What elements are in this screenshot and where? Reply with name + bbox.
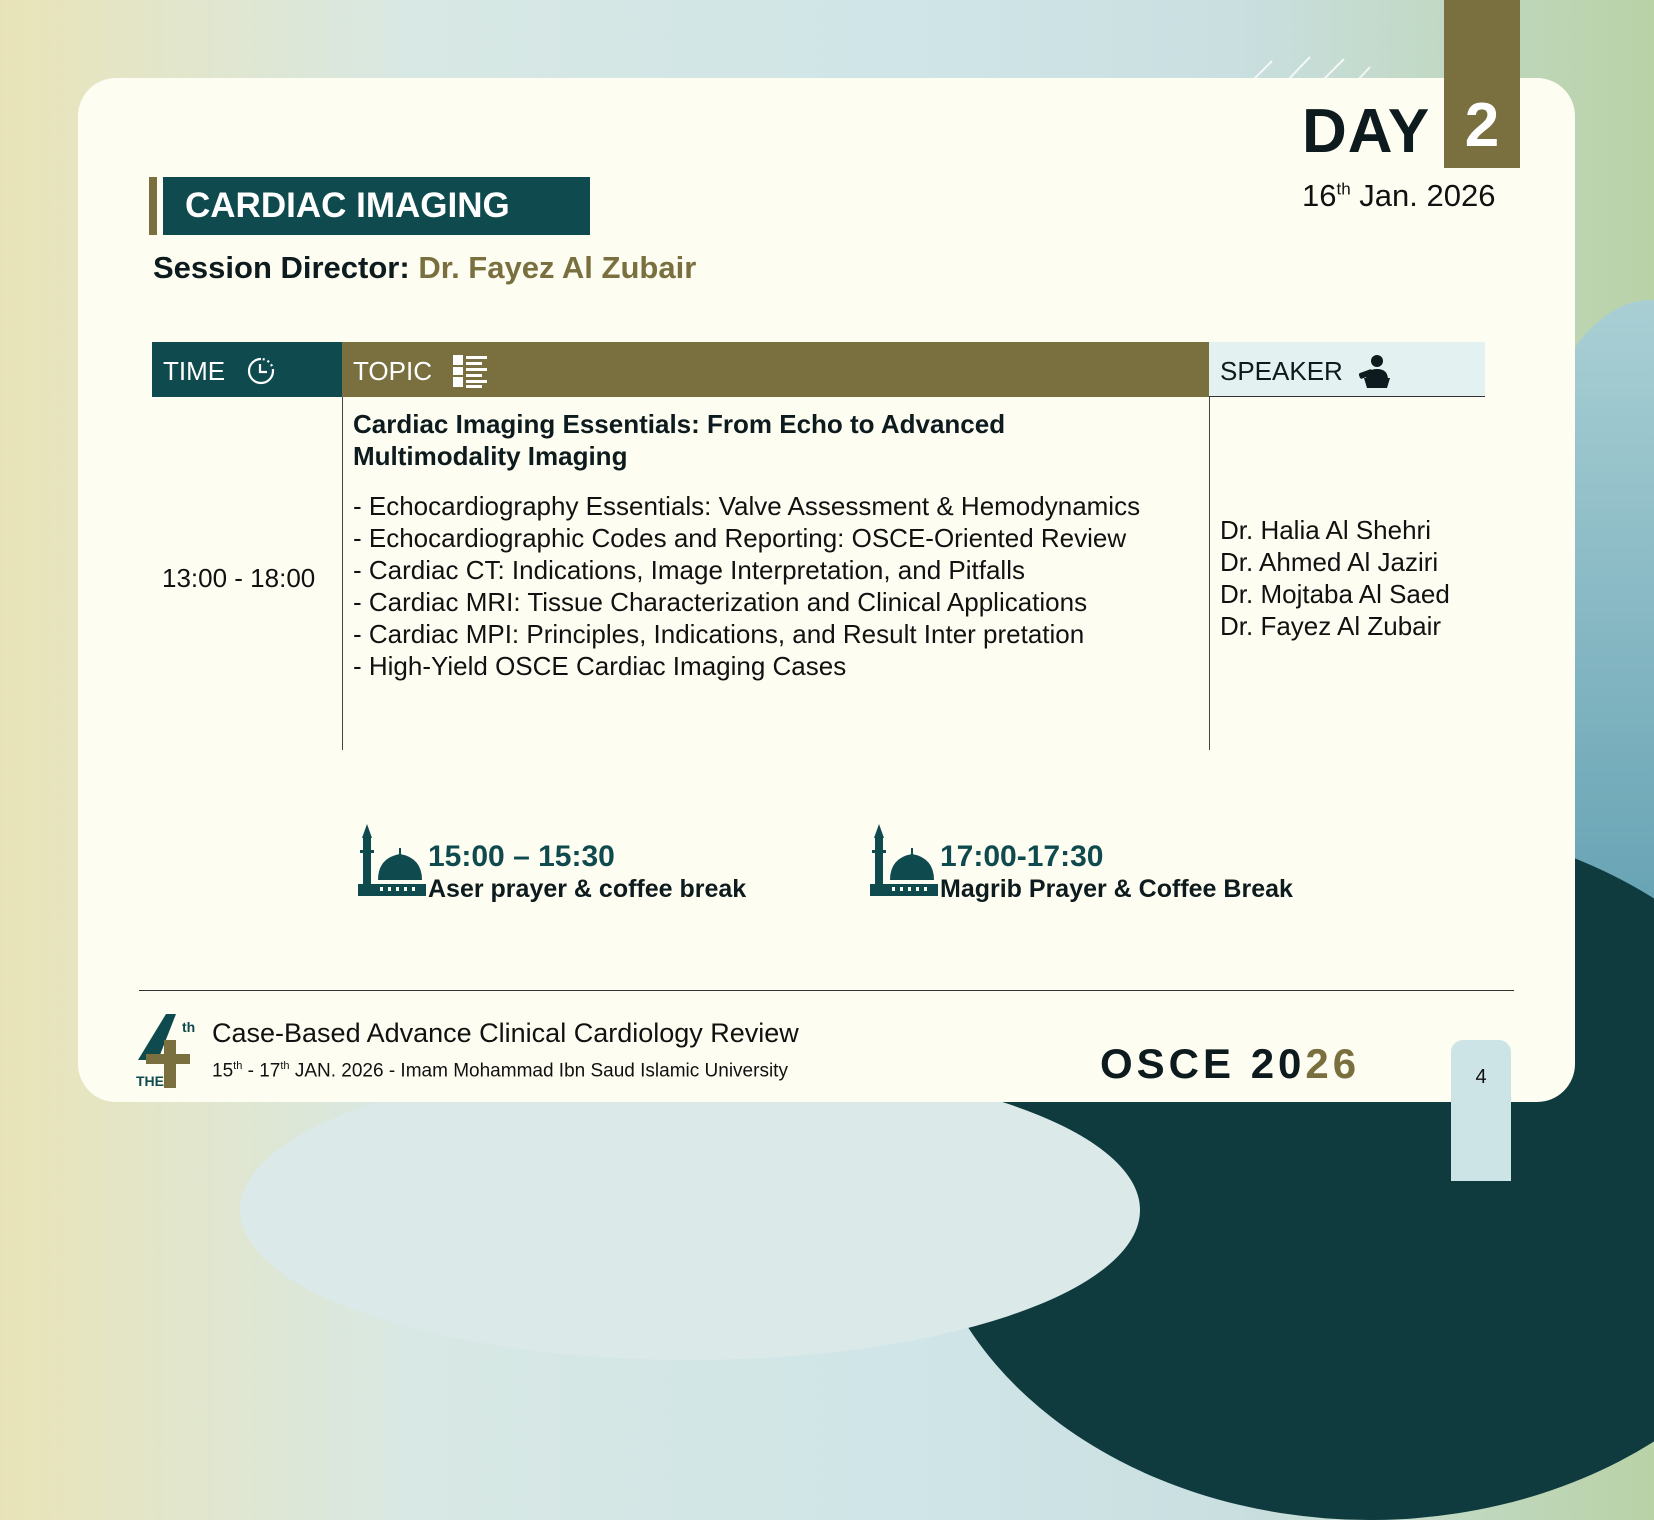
topic-item: - Cardiac MRI: Tissue Characterization and Clinical Applications [353,587,1088,617]
svg-text:THE: THE [136,1073,164,1089]
osce-logo: OSCE 2026 [1100,1040,1361,1087]
session-director [153,250,696,286]
topic-item: - Cardiac CT: Indications, Image Interpretation, and Pitfalls [353,555,1025,585]
topic-list [353,490,1203,682]
topic-item: - High-Yield OSCE Cardiac Imaging Cases [353,651,847,681]
day-number: 2 [1464,91,1500,160]
list-icon [453,354,487,388]
topic-item: - Echocardiography Essentials: Valve Assessment & Hemodynamics [353,491,1141,521]
session-time: 13:00 - 18:00 [162,563,316,593]
mosque-icon [868,820,938,900]
topic-title: Cardiac Imaging Essentials: From Echo to Advanced Multimodality Imaging [353,409,1006,471]
page-number: 4 [1475,1066,1487,1088]
day-date: 16th Jan. 2026 [1302,178,1496,213]
speaker-icon [1358,354,1396,388]
director-label: Session Director: [153,250,410,285]
speaker-list [1220,514,1450,642]
break-time: 15:00 – 15:30 [428,840,615,873]
mosque-icon [356,820,426,900]
header-topic: TOPIC [342,342,1209,397]
table-divider [1209,397,1210,750]
clock-icon [246,356,276,386]
table-divider [342,397,343,750]
footer-divider [139,990,1514,991]
conference-logo-icon [136,1010,198,1090]
break-description: Aser prayer & coffee break [428,875,747,903]
conference-dates: 15th - 17th JAN. 2026 - Imam Mohammad Ibn Saud Islamic University [212,1060,788,1082]
header-time: TIME [152,342,342,397]
speaker-name: Dr. Fayez Al Zubair [1220,611,1442,641]
session-accent-bar [149,177,157,235]
session-title: CARDIAC IMAGING [163,177,590,235]
topic-item: - Cardiac MPI: Principles, Indications, and Result Inter pretation [353,619,1085,649]
svg-text:th: th [182,1019,196,1035]
speaker-name: Dr. Mojtaba Al Saed [1220,579,1450,609]
break-time: 17:00-17:30 [940,840,1104,873]
break-description: Magrib Prayer & Coffee Break [940,875,1293,903]
topic-item: - Echocardiographic Codes and Reporting: OSCE-Oriented Review [353,523,1127,553]
background-shape [240,1060,1140,1360]
speaker-name: Dr. Ahmed Al Jaziri [1220,547,1439,577]
director-name: Dr. Fayez Al Zubair [418,250,697,285]
conference-title: Case-Based Advance Clinical Cardiology Review [212,1018,799,1048]
page-number-tab [1451,1040,1511,1181]
day-label: DAY [1302,97,1431,166]
header-speaker: SPEAKER [1209,342,1485,397]
speaker-name: Dr. Halia Al Shehri [1220,515,1431,545]
